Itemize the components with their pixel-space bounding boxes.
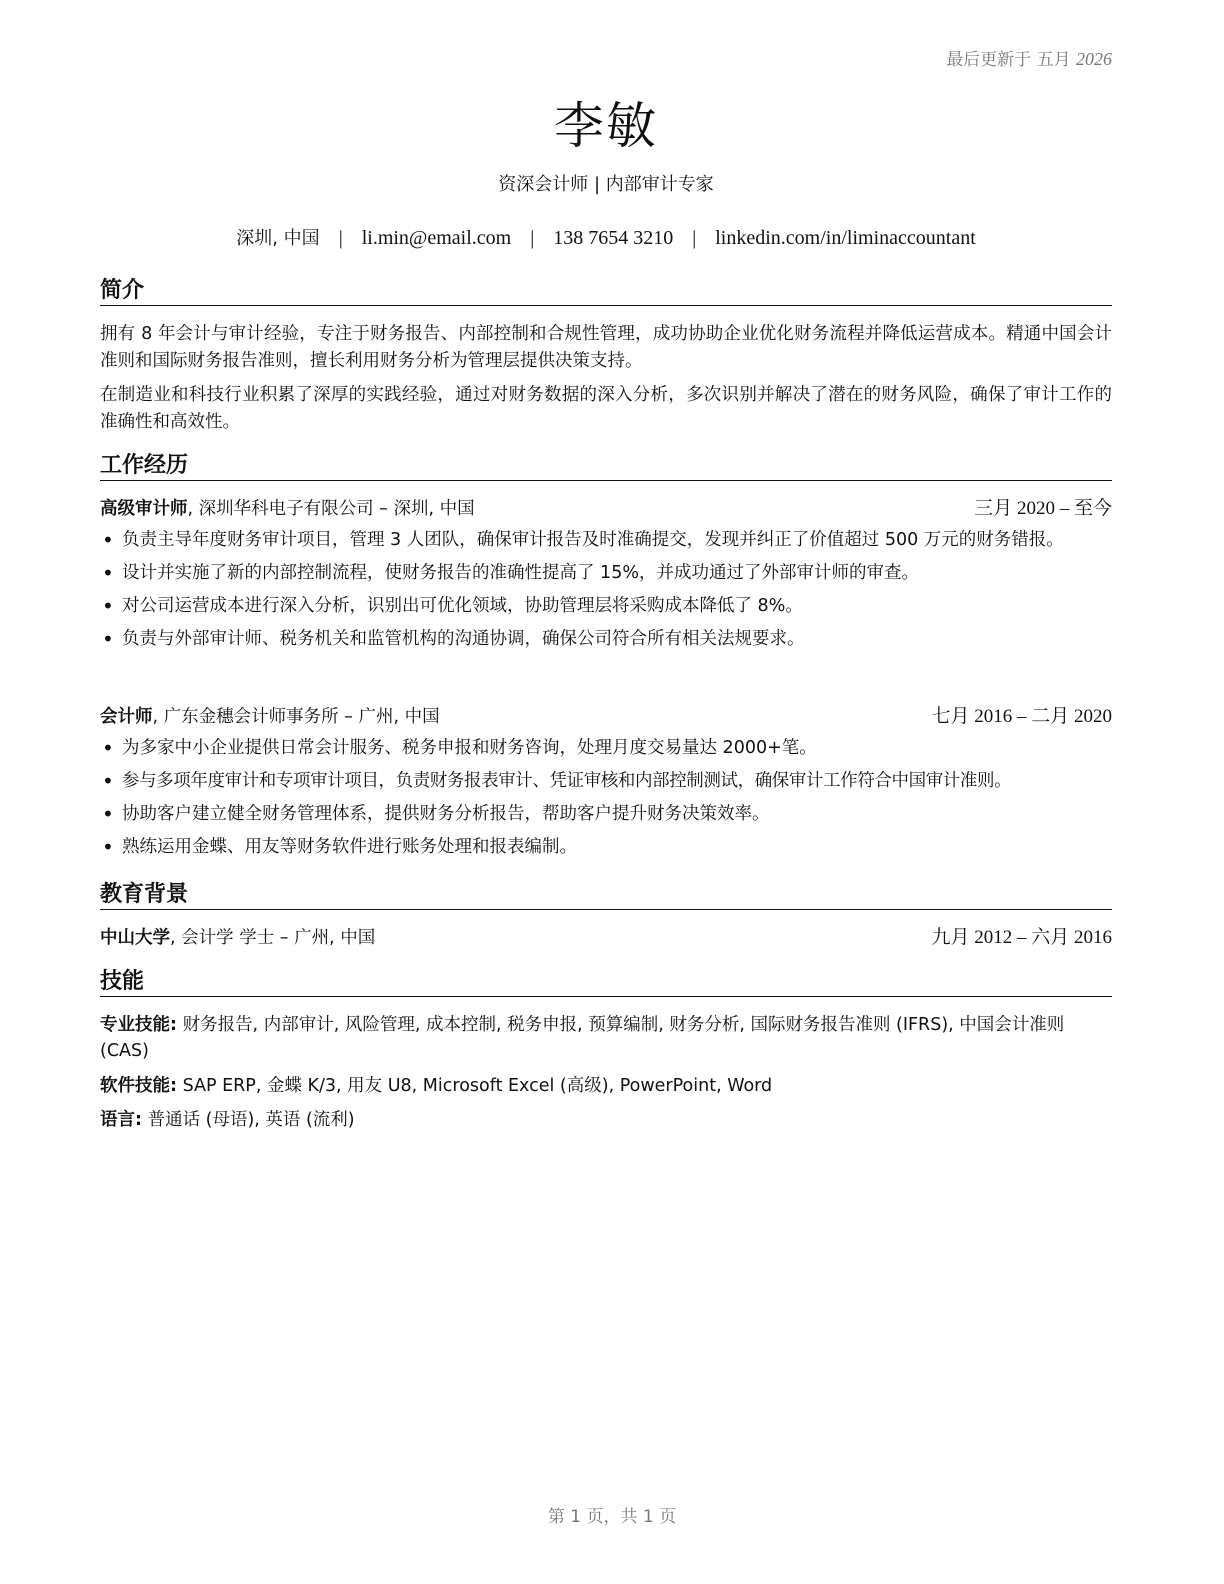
skill-value: SAP ERP, 金蝶 K/3, 用友 U8, Microsoft Excel (高级), PowerPoint, Word — [177, 1076, 773, 1096]
skill-value: 普通话 (母语), 英语 (流利) — [142, 1110, 355, 1130]
contact-linkedin[interactable]: linkedin.com/in/liminaccountant — [715, 227, 976, 249]
section-title-experience: 工作经历 — [100, 453, 1112, 481]
section-title-summary: 简介 — [100, 278, 1112, 306]
job-role: 会计师 — [100, 707, 153, 727]
section-title-education: 教育背景 — [100, 882, 1112, 910]
page-footer: 第 1 页，共 1 页 — [547, 1507, 677, 1527]
contact-email[interactable]: li.min@email.com — [361, 227, 512, 249]
list-item: • 熟练运用金蝶、用友等财务软件进行账务处理和报表编制。 — [100, 834, 1112, 860]
job-bullets-2 — [100, 735, 1112, 867]
contact-location: 深圳, 中国 — [236, 228, 320, 249]
list-item: • 设计并实施了新的内部控制流程，使财务报告的准确性提高了 15%，并成功通过了外部审计师的审查。 — [100, 560, 1112, 586]
education-entry — [100, 925, 1112, 951]
section-title-skills: 技能 — [100, 969, 1112, 997]
skill-line-software — [100, 1073, 1112, 1099]
list-item: • 为多家中小企业提供日常会计服务、税务申报和财务咨询，处理月度交易量达 2000+笔。 — [100, 735, 1112, 761]
summary-paragraph-1: 拥有 8 年会计与审计经验，专注于财务报告、内部控制和合规性管理，成功协助企业优化财务流程并降低运营成本。精通中国会计准则和国际财务报告准则，擅长利用财务分析为管理层提供决策支持。 — [100, 324, 1112, 371]
contact-separator: | — [692, 227, 697, 249]
education-dates: 九月 2012 – 六月 2016 — [931, 927, 1112, 948]
candidate-name: 李敏 — [554, 97, 658, 155]
candidate-headline: 资深会计师 | 内部审计专家 — [498, 174, 714, 195]
last-updated-label: 最后更新于 五月 — [946, 50, 1071, 70]
job-company: , 广东金穗会计师事务所 – 广州, 中国 — [152, 707, 440, 727]
skill-label: 专业技能: — [100, 1015, 177, 1035]
job-company: , 深圳华科电子有限公司 – 深圳, 中国 — [187, 499, 475, 519]
last-updated-year: 2026 — [1076, 49, 1112, 69]
list-item: • 协助客户建立健全财务管理体系，提供财务分析报告，帮助客户提升财务决策效率。 — [100, 801, 1112, 827]
contact-line — [100, 224, 1112, 250]
job-role: 高级审计师 — [100, 499, 188, 519]
education-degree: , 会计学 学士 – 广州, 中国 — [170, 928, 376, 948]
skill-line-professional — [100, 1012, 1112, 1064]
list-item: • 参与多项年度审计和专项审计项目，负责财务报表审计、凭证审核和内部控制测试，确保审计工作符合中国审计准则。 — [100, 768, 1112, 794]
skill-label: 软件技能: — [100, 1076, 177, 1096]
job-dates: 七月 2016 – 二月 2020 — [931, 706, 1112, 727]
list-item: • 负责主导年度财务审计项目，管理 3 人团队，确保审计报告及时准确提交，发现并纠正了价值超过 500 万元的财务错报。 — [100, 527, 1112, 553]
education-school: 中山大学 — [100, 928, 170, 948]
list-item: • 对公司运营成本进行深入分析，识别出可优化领域，协助管理层将采购成本降低了 8%。 — [100, 593, 1112, 619]
job-dates: 三月 2020 – 至今 — [974, 498, 1112, 519]
skill-line-languages — [100, 1107, 1112, 1133]
job-header-1 — [100, 496, 1112, 522]
summary-paragraph-2: 在制造业和科技行业积累了深厚的实践经验，通过对财务数据的深入分析，多次识别并解决了潜在的财务风险，确保了审计工作的准确性和高效性。 — [100, 385, 1112, 432]
list-item: • 负责与外部审计师、税务机关和监管机构的沟通协调，确保公司符合所有相关法规要求。 — [100, 626, 1112, 652]
job-header-2 — [100, 704, 1112, 730]
contact-separator: | — [338, 227, 343, 249]
job-bullets-1 — [100, 527, 1112, 659]
last-updated — [946, 45, 1112, 70]
contact-phone: 138 7654 3210 — [553, 227, 674, 249]
skill-value: 财务报告, 内部审计, 风险管理, 成本控制, 税务申报, 预算编制, 财务分析, 国际财务报告准则 (IFRS), 中国会计准则 (CAS) — [100, 1015, 1065, 1061]
skill-label: 语言: — [100, 1110, 142, 1130]
contact-separator: | — [530, 227, 535, 249]
